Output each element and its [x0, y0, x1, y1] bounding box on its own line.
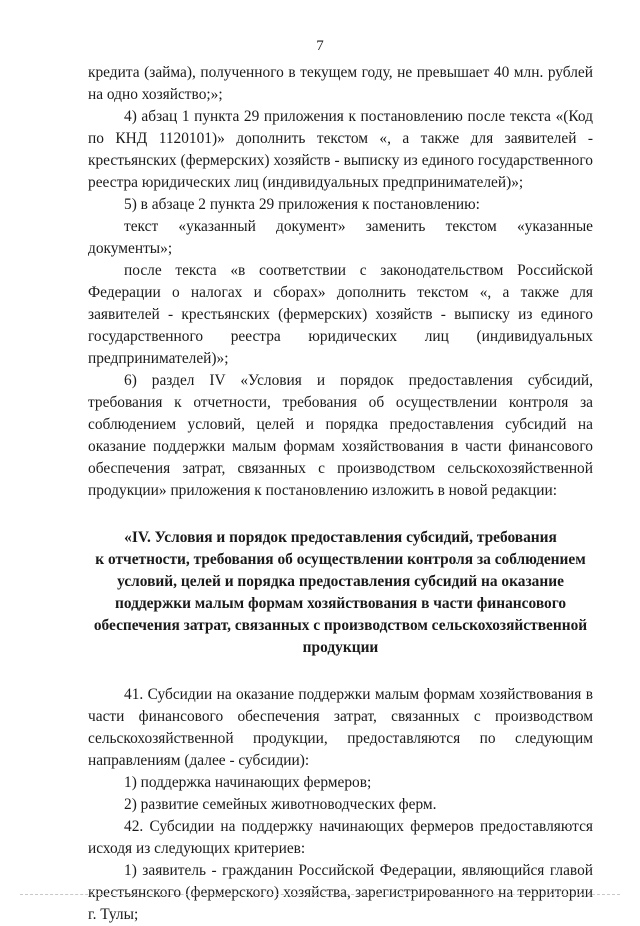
paragraph: кредита (займа), полученного в текущем году, не превышает 40 млн. рублей на одно хозяйство;»;	[88, 64, 593, 103]
paragraph: после текста «в соответствии с законодательством Российской Федерации о налогах и сборах» дополнить текстом «, а также для заявителей - крестьянских (фермерских) хозяйств - выписку из единого государственного реестра юридических лиц (индивидуальных предпринимателей)»;	[88, 262, 593, 367]
section-title-line: «IV. Условия и порядок предоставления субсидий, требования	[124, 529, 557, 546]
paragraph: 4) абзац 1 пункта 29 приложения к постановлению после текста «(Код по КНД 1120101)» дополнить текстом «, а также для заявителей - крестьянских (фермерских) хозяйств - выписку из единого государственного реестра юридических лиц (индивидуальных предпринимателей)»;	[88, 108, 593, 191]
paragraph: 1) поддержка начинающих фермеров;	[124, 774, 372, 791]
scan-artifact-line	[20, 894, 620, 895]
section-title-line: к отчетности, требования об осуществлении контроля за соблюдением	[95, 551, 586, 568]
paragraph: текст «указанный документ» заменить текстом «указанные документы»;	[88, 218, 593, 257]
paragraph: 6) раздел IV «Условия и порядок предоставления субсидий, требования к отчетности, требования об осуществлении контроля за соблюдением условий, целей и порядка предоставления субсидий на оказание поддержки малым формам хозяйствования в части финансового обеспечения затрат, связанных с производством сельскохозяйственной продукции» приложения к постановлению изложить в новой редакции:	[88, 372, 593, 499]
paragraph: 42. Субсидии на поддержку начинающих фермеров предоставляются исходя из следующих критериев:	[88, 818, 593, 857]
paragraph: 41. Субсидии на оказание поддержки малым формам хозяйствования в части финансового обеспечения затрат, связанных с производством сельскохозяйственной продукции, предоставляются по следующим направлениям (далее - субсидии):	[88, 686, 593, 769]
page-number: 7	[316, 38, 324, 54]
section-title-line: условий, целей и порядка предоставления субсидий на оказание	[117, 573, 564, 590]
paragraph: 2) развитие семейных животноводческих ферм.	[124, 796, 437, 813]
paragraph: 5) в абзаце 2 пункта 29 приложения к постановлению:	[124, 196, 480, 213]
paragraph: 1) заявитель - гражданин Российской Федерации, являющийся главой крестьянского (фермерского) хозяйства, зарегистрированного на территории г. Тулы;	[88, 862, 593, 923]
section-title-line: поддержки малым формам хозяйствования в части финансового	[114, 595, 567, 612]
section-title	[88, 527, 593, 659]
section-title-line: обеспечения затрат, связанных с производством сельскохозяйственной	[93, 617, 588, 634]
section-title-line: продукции	[302, 639, 379, 656]
document-body	[88, 62, 593, 926]
